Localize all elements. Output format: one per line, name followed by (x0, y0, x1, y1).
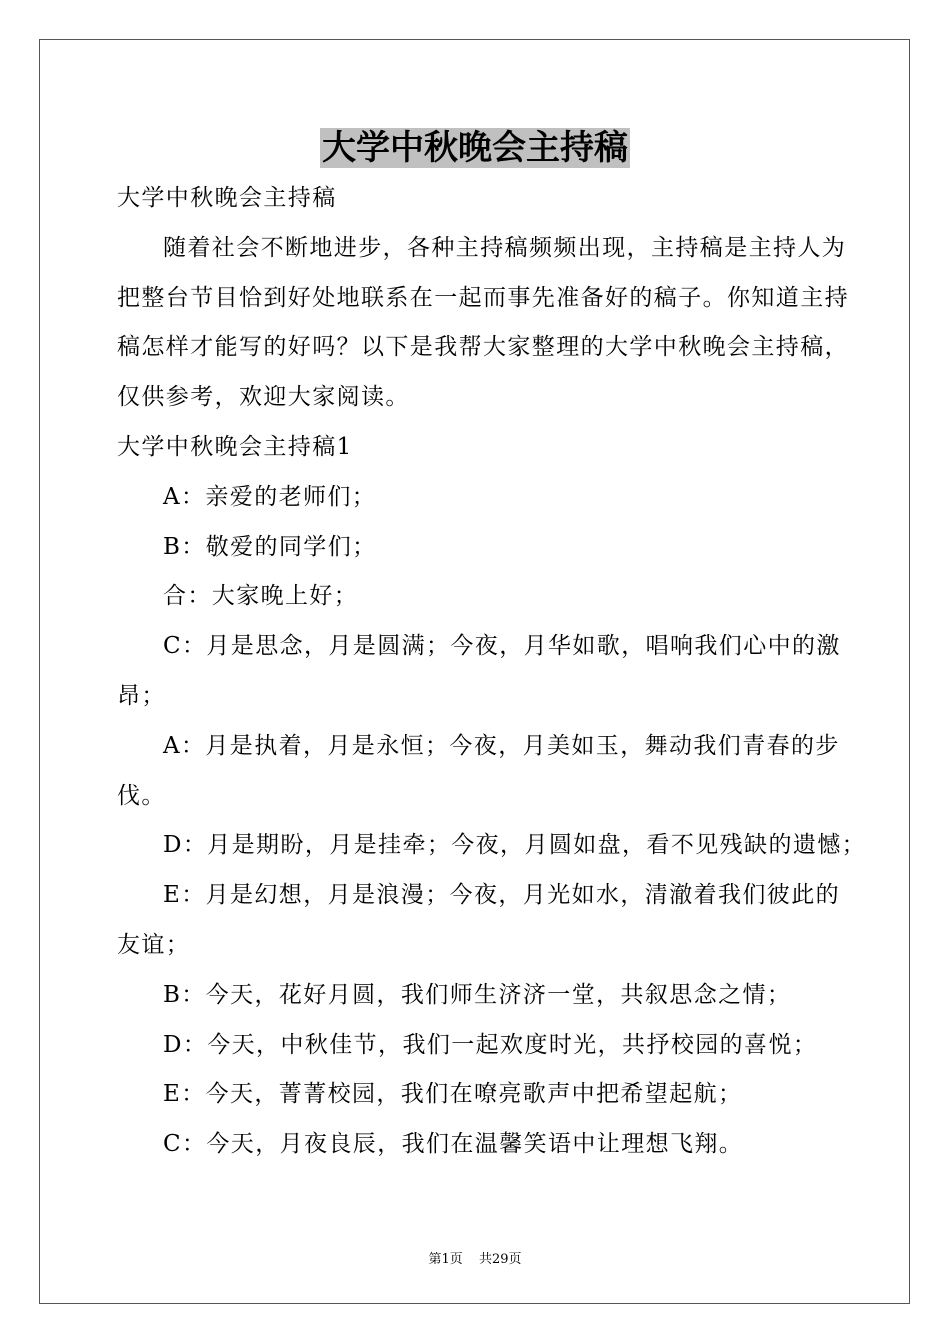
text-line: C：月是思念，月是圆满；今夜，月华如歌，唱响我们心中的激 (163, 633, 841, 660)
text-line: D：今天，中秋佳节，我们一起欢度时光，共抒校园的喜悦； (163, 1031, 818, 1058)
text-line: 昂； (117, 682, 166, 709)
text-line: E：今天，菁菁校园，我们在嘹亮歌声中把希望起航； (163, 1081, 743, 1108)
text-line: A：月是执着，月是永恒；今夜，月美如玉，舞动我们青春的步 (163, 732, 840, 759)
text-line: 随着社会不断地进步，各种主持稿频频出现，主持稿是主持人为 (163, 234, 847, 261)
text-line: 稿怎样才能写的好吗？以下是我帮大家整理的大学中秋晚会主持稿， (117, 334, 849, 361)
document-title-container (0, 128, 950, 168)
text-line: 合：大家晚上好； (163, 583, 359, 610)
text-line: 大学中秋晚会主持稿 (117, 185, 337, 211)
text-line: D：月是期盼，月是挂牵；今夜，月圆如盘，看不见残缺的遗憾； (163, 832, 867, 859)
text-line: A：亲爱的老师们； (163, 483, 377, 510)
text-line: C：今天，月夜良辰，我们在温馨笑语中让理想飞翔。 (163, 1131, 744, 1158)
text-line: 伐。 (117, 782, 166, 809)
document-body (117, 174, 867, 1170)
page-number: 第1页 (428, 1252, 463, 1267)
text-line: 大学中秋晚会主持稿1 (117, 433, 353, 460)
text-line: B：今天，花好月圆，我们师生济济一堂，共叙思念之情； (163, 981, 792, 1008)
page-footer (0, 1248, 950, 1267)
text-line: 把整台节目恰到好处地联系在一起而事先准备好的稿子。你知道主持 (117, 284, 849, 311)
text-line: 友谊； (117, 931, 191, 958)
page-total: 共29页 (478, 1252, 522, 1267)
text-line: B：敬爱的同学们； (163, 533, 377, 560)
document-title: 大学中秋晚会主持稿 (322, 128, 628, 168)
text-line: 仅供参考，欢迎大家阅读。 (117, 384, 410, 411)
text-line: E：月是幻想，月是浪漫；今夜，月光如水，清澈着我们彼此的 (163, 882, 840, 909)
